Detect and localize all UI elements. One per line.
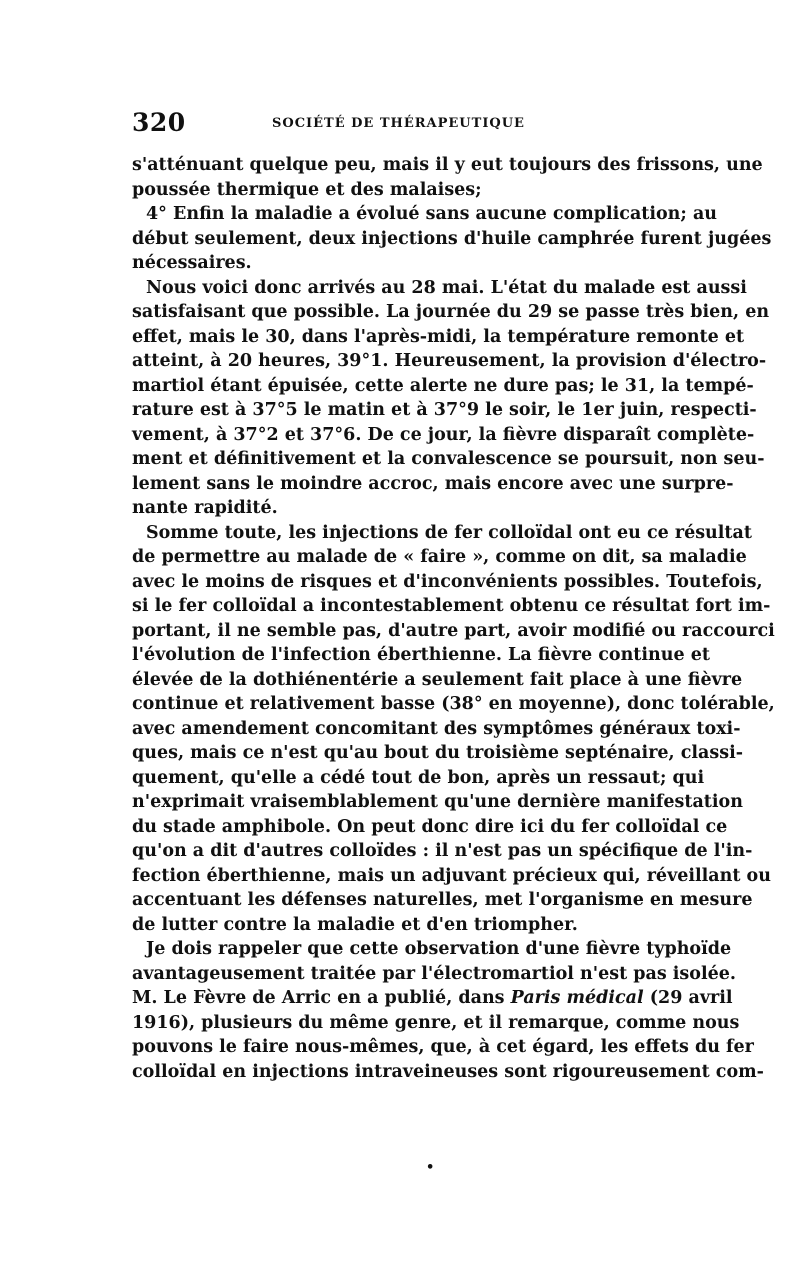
text-line: n'exprimait vraisemblablement qu'une dernière manifestation: [132, 792, 743, 812]
text-line-with-italic: [132, 986, 733, 1011]
text-line: avec le moins de risques et d'inconvénients possibles. Toutefois,: [132, 571, 763, 592]
text-line: 4° Enfin la maladie a évolué sans aucune complication; au: [146, 204, 718, 224]
text-line: avec amendement concomitant des symptômes généraux toxi-: [132, 718, 741, 739]
text-line: effet, mais le 30, dans l'après-midi, la température remonte et: [132, 326, 745, 347]
header-title: SOCIÉTÉ DE THÉRAPEUTIQUE: [272, 116, 525, 131]
text-line: nécessaires.: [132, 253, 252, 273]
text-line: pouvons le faire nous-mêmes, que, à cet égard, les effets du fer: [132, 1037, 754, 1057]
text-line: rature est à 37°5 le matin et à 37°9 le soir, le 1er juin, respecti-: [132, 400, 757, 420]
text-line: élevée de la dothiénentérie a seulement fait place à une fièvre: [132, 669, 743, 690]
text-line: l'évolution de l'infection éberthienne. La fièvre continue et: [132, 645, 710, 665]
text-line: Somme toute, les injections de fer colloïdal ont eu ce résultat: [146, 522, 752, 543]
text-line: du stade amphibole. On peut donc dire ici du fer colloïdal ce: [132, 816, 728, 837]
text-line: ques, mais ce n'est qu'au bout du troisième septénaire, classi-: [132, 743, 743, 763]
text-line: lement sans le moindre accroc, mais encore avec une surpre-: [132, 473, 734, 494]
text-line: qu'on a dit d'autres colloïdes : il n'est pas un spécifique de l'in-: [132, 841, 753, 861]
text-line: ment et définitivement et la convalescence se poursuit, non seu-: [132, 449, 765, 469]
text-line: quement, qu'elle a cédé tout de bon, après un ressaut; qui: [132, 767, 705, 788]
text-line: de lutter contre la maladie et d'en triompher.: [132, 914, 578, 935]
text-line: vement, à 37°2 et 37°6. De ce jour, la fièvre disparaît complète-: [132, 424, 755, 445]
page-number: 320: [132, 108, 186, 137]
text-line: avantageusement traitée par l'électromartiol n'est pas isolée.: [132, 963, 736, 984]
text-line: atteint, à 20 heures, 39°1. Heureusement, la provision d'électro-: [132, 351, 767, 371]
journal-title: Paris médical: [510, 988, 644, 1008]
text-line: Je dois rappeler que cette observation d'une fièvre typhoïde: [146, 939, 732, 959]
text-line: 1916), plusieurs du même genre, et il remarque, comme nous: [132, 1012, 740, 1033]
text-line: fection éberthienne, mais un adjuvant précieux qui, réveillant ou: [132, 865, 771, 886]
text-line: accentuant les défenses naturelles, met l'organisme en mesure: [132, 890, 753, 910]
text-line: Nous voici donc arrivés au 28 mai. L'état du malade est aussi: [146, 277, 747, 298]
text-line: satisfaisant que possible. La journée du 29 se passe très bien, en: [132, 302, 770, 322]
text-line: de permettre au malade de « faire », comme on dit, sa maladie: [132, 547, 747, 567]
running-head: [132, 108, 672, 138]
text-line: nante rapidité.: [132, 498, 278, 518]
text-line: si le fer colloïdal a incontestablement obtenu ce résultat fort im-: [132, 596, 771, 616]
text-line: poussée thermique et des malaises;: [132, 179, 482, 200]
text-line: continue et relativement basse (38° en moyenne), donc tolérable,: [132, 694, 775, 714]
text-segment: M. Le Fèvre de Arric en a publié, dans: [132, 988, 505, 1008]
text-line: martiol étant épuisée, cette alerte ne dure pas; le 31, la tempé-: [132, 375, 754, 396]
text-line: début seulement, deux injections d'huile camphrée furent jugées: [132, 228, 772, 249]
text-segment: (29 avril: [649, 988, 733, 1008]
text-line: colloïdal en injections intraveineuses sont rigoureusement com-: [132, 1061, 764, 1082]
text-line: portant, il ne semble pas, d'autre part, avoir modifié ou raccourci: [132, 620, 775, 641]
footer-ornament: •: [426, 1160, 435, 1175]
body-text: [132, 153, 775, 1084]
text-line: s'atténuant quelque peu, mais il y eut toujours des frissons, une: [132, 155, 763, 175]
